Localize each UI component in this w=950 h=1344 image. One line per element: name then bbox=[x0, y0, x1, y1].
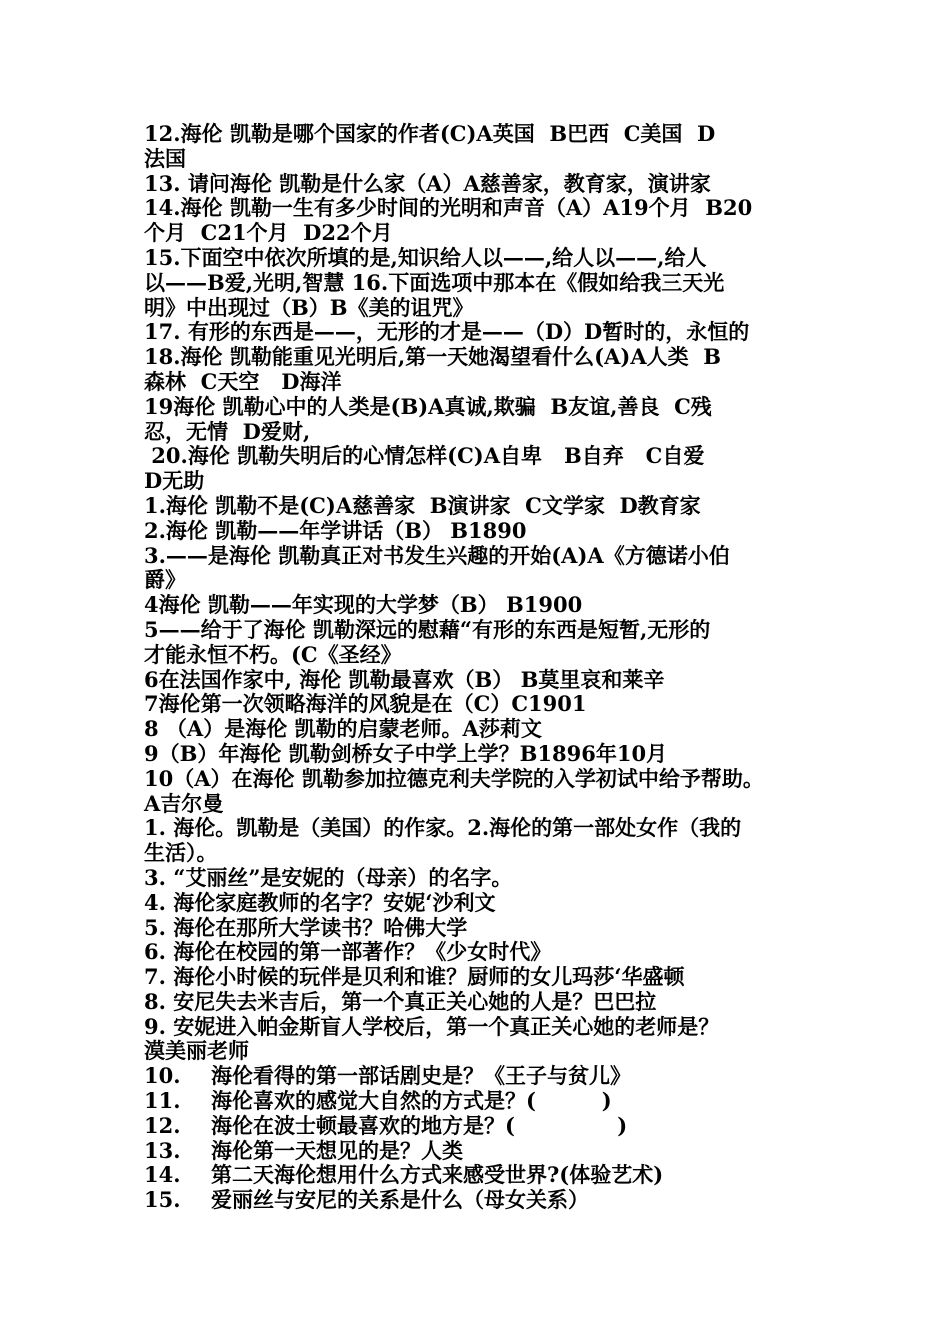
item-number: 10. bbox=[144, 1063, 181, 1089]
quiz-text-block bbox=[144, 122, 834, 1213]
text-line: 生活）。 bbox=[144, 840, 218, 866]
text-line: 明》中出现过（B）B《美的诅咒》 bbox=[144, 294, 474, 320]
numbered-item bbox=[144, 1163, 834, 1188]
text-line: 5. 海伦在那所大学读书？哈佛大学 bbox=[144, 914, 468, 940]
text-line: 7. 海伦小时候的玩伴是贝利和谁？厨师的女儿玛莎‘华盛顿 bbox=[144, 964, 685, 990]
text-line: 9（B）年海伦 凯勒剑桥女子中学上学？B1896年10月 bbox=[144, 740, 668, 766]
item-number: 14. bbox=[144, 1162, 181, 1188]
text-line: 森林 C天空 D海洋 bbox=[144, 368, 342, 394]
text-line: 1. 海伦。凯勒是（美国）的作家。2.海伦的第一部处女作（我的 bbox=[144, 815, 742, 841]
numbered-item bbox=[144, 1064, 834, 1089]
item-number: 11. bbox=[144, 1088, 181, 1114]
item-number: 15. bbox=[144, 1187, 181, 1213]
text-line: 4海伦 凯勒——年实现的大学梦（B） B1900 bbox=[144, 592, 583, 618]
text-line: 12.海伦 凯勒是哪个国家的作者(C)A英国 B巴西 C美国 D bbox=[144, 121, 716, 146]
text-line: 10（A）在海伦 凯勒参加拉德克利夫学院的入学初试中给予帮助。 bbox=[144, 765, 764, 791]
item-text: 第二天海伦想用什么方式来感受世界?(体验艺术) bbox=[211, 1162, 664, 1188]
numbered-item bbox=[144, 1139, 834, 1164]
item-number: 13. bbox=[144, 1137, 181, 1163]
text-line: 19海伦 凯勒心中的人类是(B)A真诚,欺骗 B友谊,善良 C残 bbox=[144, 393, 712, 419]
text-line: 17. 有形的东西是——，无形的才是——（D）D暂时的，永恒的 bbox=[144, 319, 750, 345]
text-line: 才能永恒不朽。(C《圣经》 bbox=[144, 641, 402, 667]
item-text: 海伦看得的第一部话剧史是？《王子与贫儿》 bbox=[211, 1063, 631, 1089]
text-line: 法国 bbox=[144, 145, 186, 171]
text-line: A吉尔曼 bbox=[144, 790, 224, 816]
text-line: D无助 bbox=[144, 468, 205, 494]
text-line: 爵》 bbox=[144, 567, 186, 593]
numbered-item bbox=[144, 1089, 834, 1114]
text-line: 个月 C21个月 D22个月 bbox=[144, 220, 393, 246]
text-line: 15.下面空中依次所填的是,知识给人以——,给人以——,给人 bbox=[144, 244, 707, 270]
text-line: 1.海伦 凯勒不是(C)A慈善家 B演讲家 C文学家 D教育家 bbox=[144, 492, 701, 518]
text-line: 9. 安妮进入帕金斯盲人学校后，第一个真正关心她的老师是？ bbox=[144, 1013, 720, 1039]
text-line: 5——给于了海伦 凯勒深远的慰藉“有形的东西是短暂,无形的 bbox=[144, 616, 711, 642]
text-line: 以——B爱,光明,智慧 16.下面选项中那本在《假如给我三天光 bbox=[144, 269, 725, 295]
numbered-item bbox=[144, 1114, 834, 1139]
text-line: 18.海伦 凯勒能重见光明后,第一天她渴望看什么(A)A人类 B bbox=[144, 344, 721, 370]
text-line: 忍，无情 D爱财, bbox=[144, 418, 311, 444]
text-line: 20.海伦 凯勒失明后的心情怎样(C)A自卑 B自弃 C自爱 bbox=[144, 443, 705, 469]
item-number: 12. bbox=[144, 1112, 181, 1138]
item-text: 爱丽丝与安尼的关系是什么（母女关系） bbox=[211, 1187, 589, 1213]
text-line: 14.海伦 凯勒一生有多少时间的光明和声音（A）A19个月 B20 bbox=[144, 195, 753, 221]
item-text: 海伦第一天想见的是？人类 bbox=[211, 1137, 463, 1163]
text-line: 8 （A）是海伦 凯勒的启蒙老师。A莎莉文 bbox=[144, 716, 542, 742]
text-line: 漠美丽老师 bbox=[144, 1038, 249, 1064]
text-line: 6在法国作家中, 海伦 凯勒最喜欢（B） B莫里哀和莱辛 bbox=[144, 666, 665, 692]
text-line: 8. 安尼失去米吉后，第一个真正关心她的人是？巴巴拉 bbox=[144, 988, 657, 1014]
text-line: 2.海伦 凯勒——年学讲话（B） B1890 bbox=[144, 517, 527, 543]
text-line: 6. 海伦在校园的第一部著作？《少女时代》 bbox=[144, 939, 552, 965]
text-line: 3. “艾丽丝”是安妮的（母亲）的名字。 bbox=[144, 864, 513, 890]
text-line: 7海伦第一次领略海洋的风貌是在（C）C1901 bbox=[144, 691, 587, 717]
text-line: 13. 请问海伦 凯勒是什么家（A）A慈善家，教育家，演讲家 bbox=[144, 170, 711, 196]
text-line: 3.——是海伦 凯勒真正对书发生兴趣的开始(A)A《方德诺小伯 bbox=[144, 542, 730, 568]
numbered-item bbox=[144, 1188, 834, 1213]
item-text: 海伦喜欢的感觉大自然的方式是？( ) bbox=[211, 1088, 612, 1114]
text-line: 4. 海伦家庭教师的名字？安妮‘沙利文 bbox=[144, 889, 496, 915]
item-text: 海伦在波士顿最喜欢的地方是？( ) bbox=[211, 1112, 628, 1138]
